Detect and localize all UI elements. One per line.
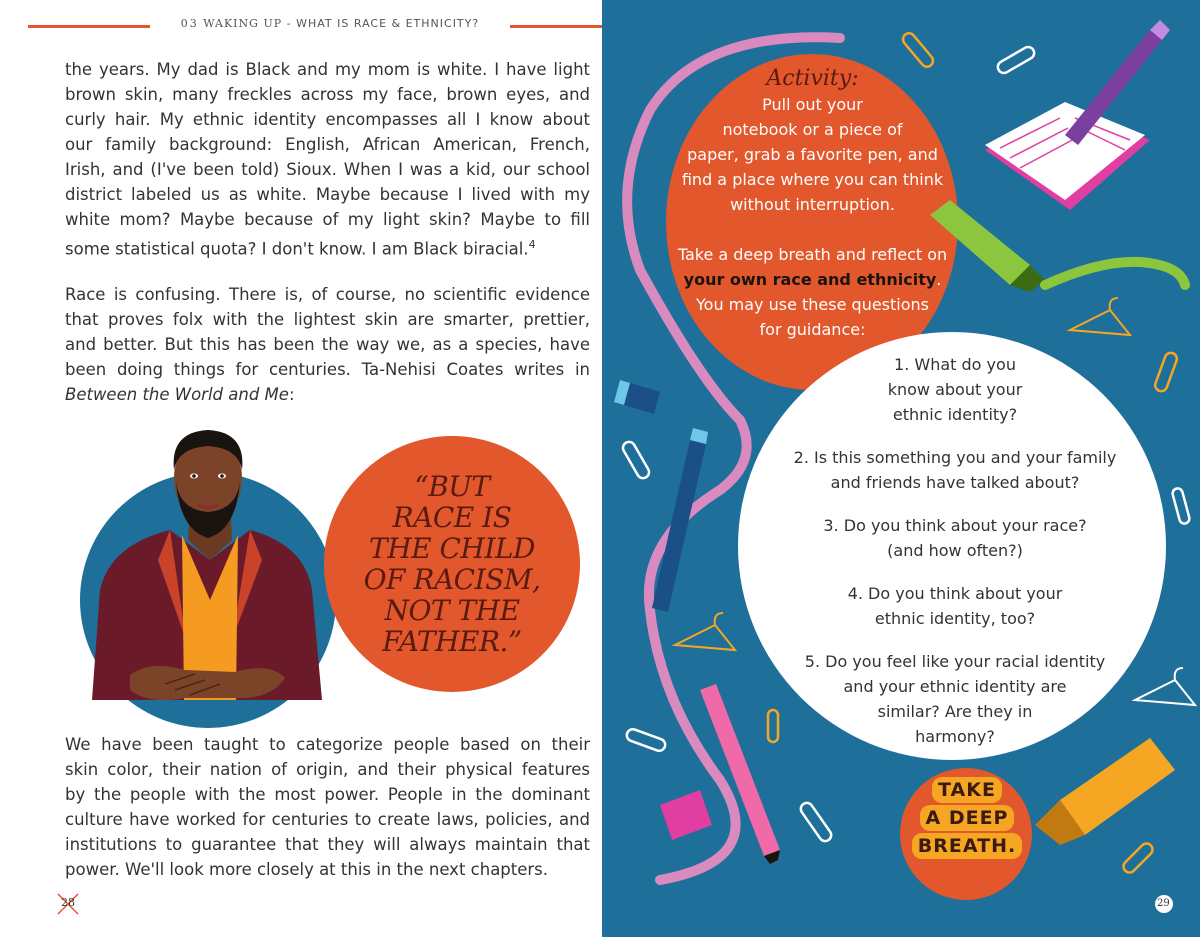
marker-icon [614, 380, 708, 612]
question-2 [760, 445, 1150, 495]
question-line: similar? Are they in [877, 702, 1033, 721]
text-line: Race is confusing. There is, of course, no scientific evidence [65, 285, 590, 304]
question-5 [760, 649, 1150, 749]
text-line: We have been taught to categorize people based on their [65, 735, 590, 754]
page-number-left: 28 [61, 896, 75, 909]
question-line: ethnic identity? [892, 405, 1018, 424]
activity-line [660, 267, 965, 292]
chapter-title: WAKING UP [203, 17, 283, 30]
question-line: 5. Do you feel like your racial identity [804, 652, 1106, 671]
question-line: 4. Do you think about your [847, 584, 1063, 603]
chapter-number: 03 [180, 17, 199, 30]
text-line-content: some statistical quota? I don't know. I am Black biracial. [65, 239, 529, 259]
quote-line: NOT THE [384, 594, 520, 627]
question-line: 1. What do you [894, 355, 1016, 374]
activity-line: Take a deep breath and reflect on [677, 245, 948, 264]
quote-line: THE CHILD [369, 532, 535, 565]
question-line: 2. Is this something you and your family [793, 448, 1117, 467]
spacer [660, 217, 965, 242]
activity-box [660, 66, 965, 342]
text-line: district labeled us as white. Maybe because I lived with my [65, 185, 590, 204]
text-line: power. We'll look more closely at this in the next chapters. [65, 860, 549, 879]
breath-line: BREATH. [912, 833, 1022, 859]
highlighter-icon [930, 200, 1185, 292]
text-line: curly hair. My ethnic identity encompasses all I know about [65, 110, 590, 129]
notebook-icon [985, 102, 1150, 210]
quote-line: FATHER.” [382, 625, 522, 658]
breath-line: TAKE [932, 777, 1002, 803]
text-line: institutions to guarantee that they will always maintain that [65, 835, 590, 854]
text-line: brown skin, many freckles across my face, brown eyes, and [65, 85, 590, 104]
text-line: culture have worked for centuries to create laws, policies, and [65, 810, 590, 829]
activity-line: You may use these questions [696, 295, 929, 314]
text-line: the years. My dad is Black and my mom is white. I have light [65, 60, 590, 79]
quote-line: “BUT [414, 470, 490, 503]
questions-list [760, 352, 1150, 767]
header-separator: - [286, 17, 292, 30]
question-line: know about your [887, 380, 1023, 399]
text-line: our family background: English, African American, French, [65, 135, 590, 154]
question-1 [760, 352, 1150, 427]
book-title-suffix: : [288, 385, 295, 404]
activity-period: . [936, 270, 942, 289]
activity-line: notebook or a piece of [722, 120, 903, 139]
activity-emphasis: your own race and ethnicity [683, 270, 937, 289]
question-line: and friends have talked about? [830, 473, 1080, 492]
question-line: (and how often?) [887, 541, 1023, 560]
quote-line: OF RACISM, [363, 563, 541, 596]
footnote-ref[interactable]: 4 [528, 238, 536, 251]
take-a-deep-breath [905, 776, 1029, 860]
question-line: ethnic identity, too? [874, 609, 1036, 628]
text-line: and better. But this has been the way we, as a species, have [65, 335, 590, 354]
activity-line: paper, grab a favorite pen, and [687, 145, 938, 164]
activity-line: Pull out your [762, 95, 863, 114]
text-line: that proves folx with the lightest skin are smarter, prettier, [65, 310, 590, 329]
quote-line: RACE IS [392, 501, 512, 534]
activity-line: find a place where you can think [681, 170, 944, 189]
book-title: Between the World and Me [65, 385, 289, 404]
question-3 [760, 513, 1150, 563]
text-line: been doing things for centuries. Ta-Nehisi Coates writes in [65, 360, 590, 379]
activity-line: without interruption. [730, 195, 895, 214]
breath-line: A DEEP [920, 805, 1015, 831]
question-4 [760, 581, 1150, 631]
question-line: and your ethnic identity are [843, 677, 1067, 696]
text-line: skin color, their nation of origin, and their physical features [65, 760, 590, 779]
text-line: by the people with the most power. People in the dominant [65, 785, 590, 804]
section-title: WHAT IS RACE & ETHNICITY? [296, 17, 480, 30]
text-line: white mom? Maybe because of my light skin? Maybe to fill [65, 210, 590, 229]
page-number-right: 29 [1157, 898, 1170, 909]
question-line: 3. Do you think about your race? [823, 516, 1087, 535]
activity-line: for guidance: [759, 320, 866, 339]
question-line: harmony? [915, 727, 995, 746]
activity-title: Activity: [766, 66, 859, 91]
text-line: Irish, and (I've been told) Sioux. When I was a kid, our school [65, 160, 590, 179]
